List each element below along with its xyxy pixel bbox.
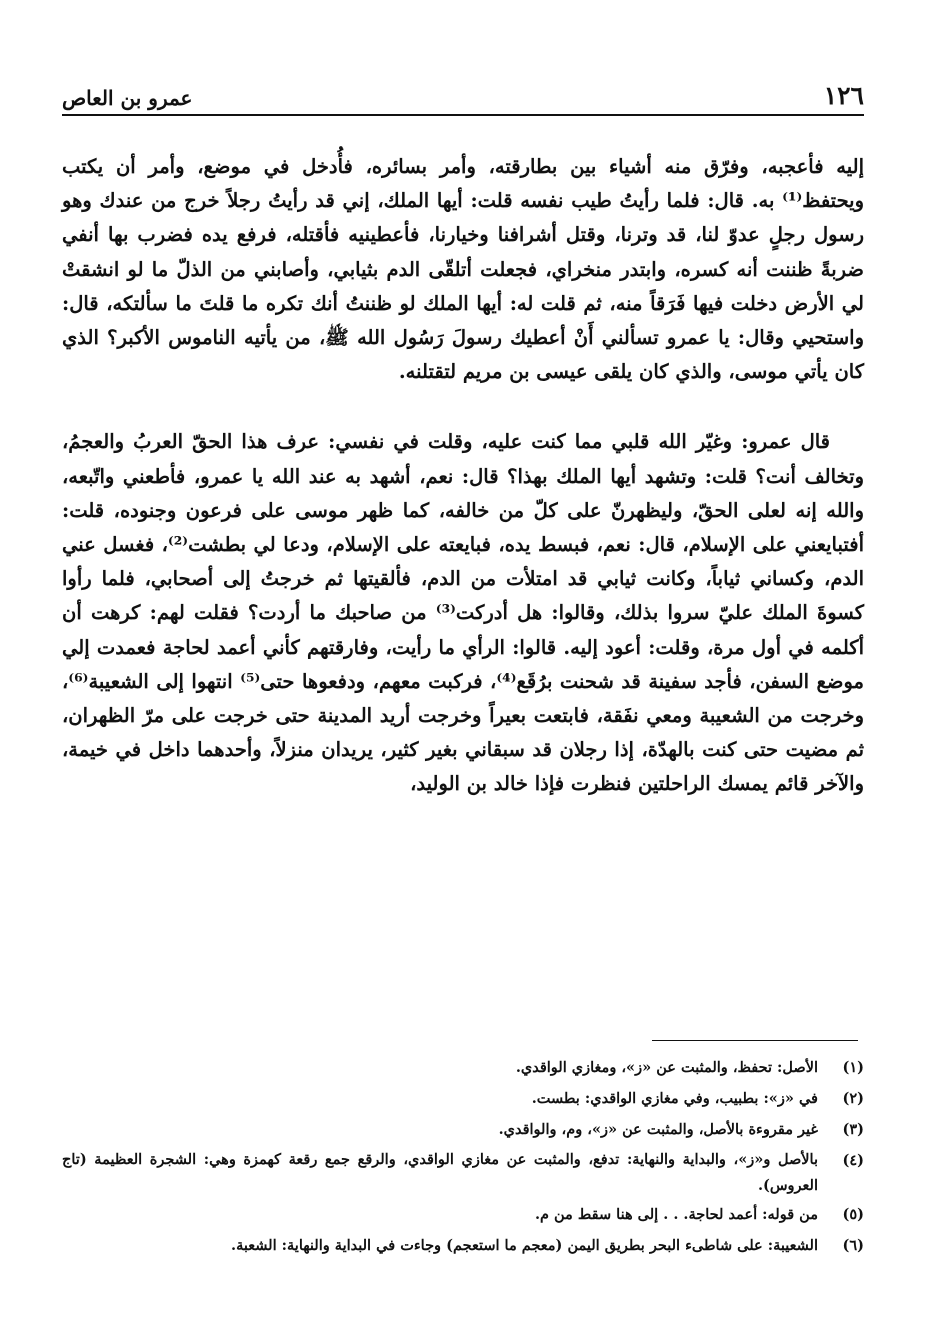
footnote — [62, 1199, 864, 1230]
footnote — [62, 1230, 864, 1261]
paragraph: قال عمرو: وغيّر الله قلبي مما كنت عليه، وقلت في نفسي: عرف هذا الحقّ العربُ والعجمُ، وتخالف أنت؟ قلت: وتشهد أيها الملك بهذا؟ قال: نعم، أشهد به عند الله يا عمرو، فأطعني واتّبعه، والله إنه لعلى الحقّ، وليظهرنّ على كلّ من خالفه، كما ظهر موسى على فرعون وجنوده، قلت: أفتبايعني على الإسلام، قال: نعم، فبسط يده، فبايعته على الإسلام، ودعا لي بطشت⁽²⁾، فغسل عني الدم، وكساني ثياباً، وكانت ثيابي قد امتلأت من الدم، فألقيتها ثم خرجتُ إلى أصحابي، فلما رأوا كسوةَ الملك عليّ سروا بذلك، وقالوا: هل أدركت⁽³⁾ من صاحبك ما أردت؟ فقلت لهم: كرهت أن أكلمه في أول مرة، وقلت: أعود إليه. قالوا: الرأي ما رأيت، وفارقتهم كأني أعمد لحاجة فعمدت إلي موضع السفن، فأجد سفينة قد شحنت برُقَع⁽⁴⁾، فركبت معهم، ودفعوها حتى⁽⁵⁾ انتهوا إلى الشعيبة⁽⁶⁾، وخرجت من الشعيبة ومعي نفَقة، فابتعت بعيراً وخرجت أريد المدينة حتى خرجت على مرّ الظهران، ثم مضيت حتى كنت بالهدّة، إذا رجلان قد سبقاني بغير كثير، يريدان منزلاً، وأحدهما داخل في خيمة، والآخر قائم يمسك الراحلتين فنظرت فإذا خالد بن الوليد، — [62, 430, 864, 796]
footnote — [62, 1052, 864, 1083]
footnote-number: (٢) — [842, 1090, 864, 1107]
running-head — [62, 76, 864, 116]
footnote-number: (٤) — [842, 1152, 864, 1169]
footnote — [62, 1114, 864, 1145]
footnote-number: (٥) — [842, 1206, 864, 1223]
footnote — [62, 1145, 864, 1199]
footnotes — [62, 1052, 864, 1261]
main-text — [62, 150, 864, 802]
footnote-text: بالأصل و«ز»، والبداية والنهاية: تدفع، والمثبت عن مغازي الواقدي، والرقع جمع رقعة كهمزة وهي: الشجرة العظيمة (تاج العروس). — [62, 1151, 818, 1194]
footnote-text: الأصل: تحفظ، والمثبت عن «ز»، ومغازي الواقدي. — [515, 1059, 818, 1076]
book-title: عمرو بن العاص — [62, 86, 193, 110]
footnote-divider — [652, 1040, 858, 1041]
footnote-text: في «ز»: بطبيب، وفي مغازي الواقدي: بطست. — [531, 1090, 818, 1107]
footnote-text: غير مقروءة بالأصل، والمثبت عن «ز»، وم، والواقدي. — [498, 1121, 818, 1138]
footnote-text: الشعيبة: على شاطىء البحر بطريق اليمن (معجم ما استعجم) وجاءت في البداية والنهاية: الشعبة. — [231, 1237, 818, 1254]
footnote-text: من قوله: أعمد لحاجة. . . إلى هنا سقط من م. — [534, 1206, 818, 1223]
footnote-number: (٣) — [842, 1121, 864, 1138]
footnote-number: (٦) — [842, 1237, 864, 1254]
paragraph: إليه فأعجبه، وفرّق منه أشياء بين بطارقته، وأمر بسائره، فأُدخل في موضع، وأمر أن يكتب ويحتفظ⁽¹⁾ به. قال: فلما رأيتُ طيب نفسه قلت: أيها الملك، إني قد رأيتُ رجلاً خرج من عندك وهو رسول رجلٍ عدوّ لنا، قد وترنا، وقتل أشرافنا وخيارنا، فأعطينيه فأقتله، فرفع يده فضرب بها أنفي ضربةً ظننت أنه كسره، وابتدر منخراي، فجعلت أتلقّى الدم بثيابي، وأصابني من الذلّ ما لو انشقتْ لي الأرض دخلت فيها فَرَقاً منه، ثم قلت له: أيها الملك لو ظننتُ أنك تكره ما قلتَ ما سألتكه، قال: واستحيي وقال: يا عمرو تسألني أَنْ أعطيك رسولَ رَسُول الله ﷺ، من يأتيه الناموس الأكبر؟ الذي كان يأتي موسى، والذي كان يلقى عيسى بن مريم لتقتلنه. — [62, 155, 864, 384]
footnote-number: (١) — [842, 1059, 864, 1076]
footnote — [62, 1083, 864, 1114]
page-number: ١٢٦ — [823, 81, 864, 110]
